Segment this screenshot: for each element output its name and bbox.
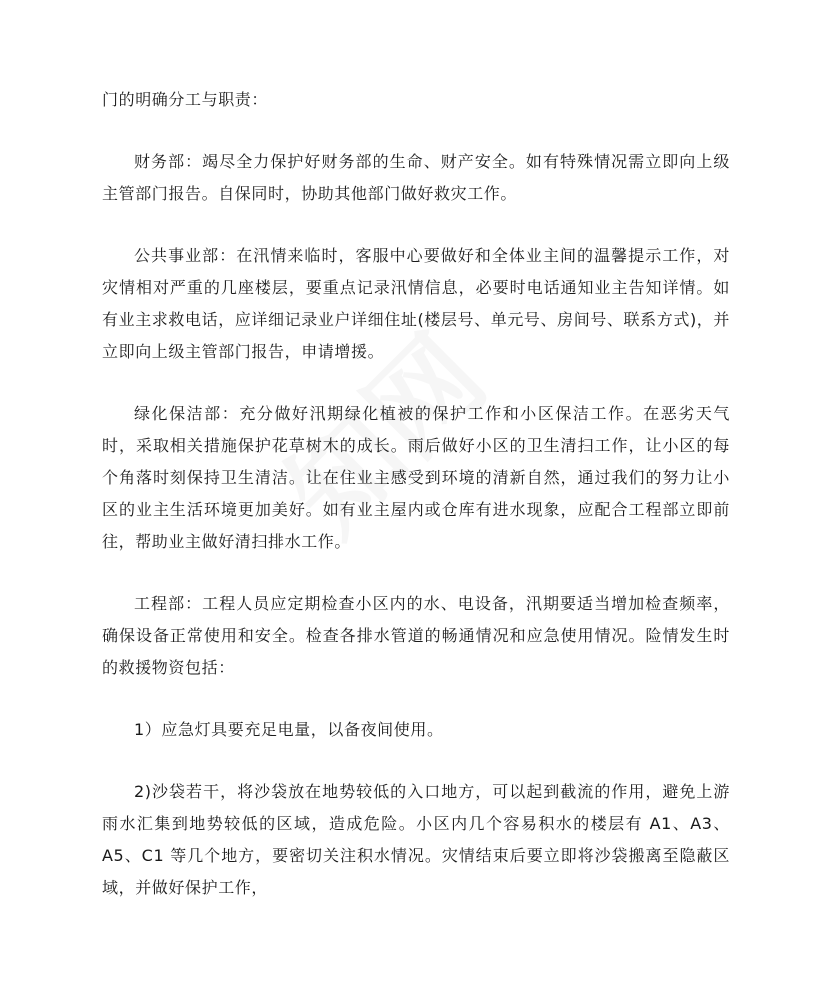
paragraph-list-item-1: 1）应急灯具要充足电量，以备夜间使用。 bbox=[134, 720, 444, 739]
paragraph-intro: 门的明确分工与职责： bbox=[102, 90, 269, 109]
paragraph-list-item-2: 2)沙袋若干，将沙袋放在地势较低的入口地方，可以起到截流的作用，避免上游雨水汇集到地势较低的区域，造成危险。小区内几个容易积水的楼层有 A1、A3、A5、C1 等几个地方，要密切关注积水情况。灾情结束后要立即将沙袋搬离至隐蔽区域，并做好保护工作， bbox=[102, 782, 730, 897]
paragraph-finance: 财务部：竭尽全力保护好财务部的生命、财产安全。如有特殊情况需立即向上级主管部门报告。自保同时，协助其他部门做好救灾工作。 bbox=[102, 152, 730, 203]
paragraph-engineering: 工程部：工程人员应定期检查小区内的水、电设备，汛期要适当增加检查频率，确保设备正常使用和安全。检查各排水管道的畅通情况和应急使用情况。险情发生时的救援物资包括： bbox=[102, 594, 730, 677]
paragraph-greening-cleaning: 绿化保洁部：充分做好汛期绿化植被的保护工作和小区保洁工作。在恶劣天气时，采取相关措施保护花草树木的成长。雨后做好小区的卫生清扫工作，让小区的每个角落时刻保持卫生清洁。让在住业主感受到环境的清新自然，通过我们的努力让小区的业主生活环境更加美好。如有业主屋内或仓库有进水现象，应配合工程部立即前往，帮助业主做好清扫排水工作。 bbox=[102, 404, 730, 551]
paragraph-public-affairs: 公共事业部：在汛情来临时，客服中心要做好和全体业主间的温馨提示工作，对灾情相对严重的几座楼层，要重点记录汛情信息，必要时电话通知业主告知详情。如有业主求救电话，应详细记录业户详细住址(楼层号、单元号、房间号、联系方式)，并立即向上级主管部门报告，申请增援。 bbox=[102, 246, 730, 361]
document-body bbox=[102, 84, 730, 934]
